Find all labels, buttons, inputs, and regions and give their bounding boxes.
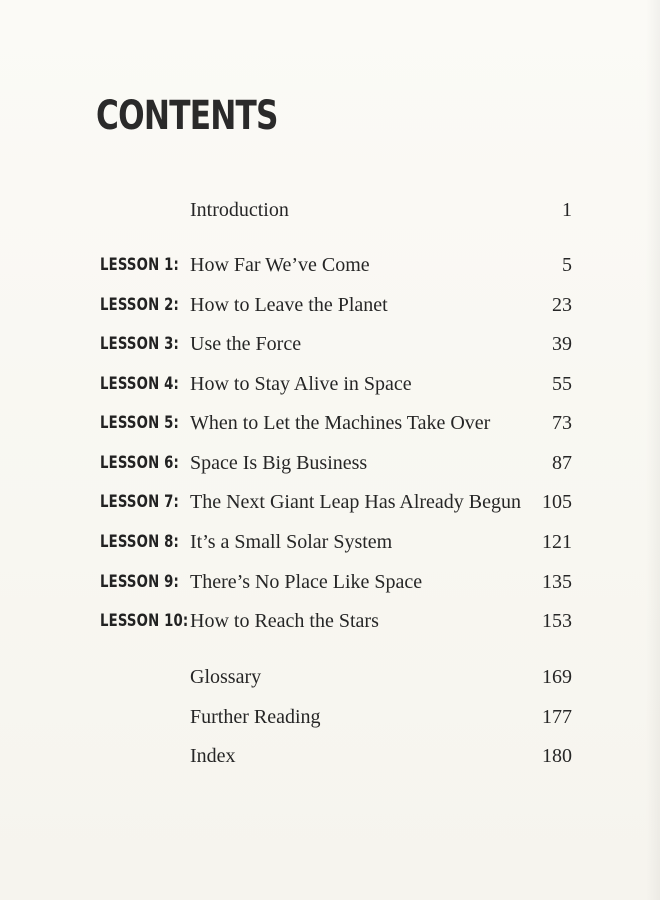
toc-entry-page: 177 — [542, 706, 572, 728]
toc-entry-index — [0, 740, 660, 770]
toc-entry-lesson-10 — [0, 605, 660, 635]
toc-entry-title: How Far We’ve Come — [190, 254, 370, 276]
toc-entry-title: How to Stay Alive in Space — [190, 373, 412, 395]
toc-entry-lesson-5 — [0, 407, 660, 437]
toc-entry-title: Space Is Big Business — [190, 452, 368, 474]
lesson-label: LESSON 4: — [100, 374, 179, 394]
toc-entry-title: When to Let the Machines Take Over — [190, 412, 491, 434]
toc-entry-introduction — [0, 194, 660, 224]
toc-entry-glossary — [0, 661, 660, 691]
toc-entry-title: Index — [190, 745, 236, 767]
toc-entry-page: 5 — [562, 254, 572, 276]
toc-entry-page: 87 — [552, 452, 572, 474]
toc-entry-page: 1 — [562, 199, 572, 221]
lesson-label: LESSON 7: — [100, 492, 179, 512]
toc-entry-lesson-8 — [0, 526, 660, 556]
toc-entry-title: It’s a Small Solar System — [190, 531, 393, 553]
toc-entry-title: There’s No Place Like Space — [190, 571, 423, 593]
toc-entry-title: Glossary — [190, 666, 262, 688]
lesson-label: LESSON 5: — [100, 413, 179, 433]
lesson-label: LESSON 10: — [100, 611, 189, 631]
toc-entry-lesson-1 — [0, 249, 660, 279]
toc-entry-lesson-6 — [0, 447, 660, 477]
toc-entry-page: 73 — [552, 412, 572, 434]
toc-entry-title: Introduction — [190, 199, 289, 221]
toc-entry-further-reading — [0, 701, 660, 731]
toc-entry-page: 105 — [542, 491, 572, 513]
toc-entry-title: How to Reach the Stars — [190, 610, 379, 632]
toc-entry-title: How to Leave the Planet — [190, 294, 388, 316]
lesson-label: LESSON 2: — [100, 295, 179, 315]
lesson-label: LESSON 8: — [100, 532, 179, 552]
toc-entry-page: 23 — [552, 294, 572, 316]
toc-entry-title: Further Reading — [190, 706, 321, 728]
lesson-label: LESSON 9: — [100, 572, 179, 592]
toc-entry-page: 121 — [542, 531, 572, 553]
toc-entry-title: The Next Giant Leap Has Already Begun — [190, 491, 522, 513]
toc-entry-lesson-3 — [0, 328, 660, 358]
toc-entry-page: 153 — [542, 610, 572, 632]
toc-entry-page: 169 — [542, 666, 572, 688]
toc-entry-page: 135 — [542, 571, 572, 593]
toc-entry-lesson-7 — [0, 486, 660, 516]
toc-entry-title: Use the Force — [190, 333, 302, 355]
lesson-label: LESSON 3: — [100, 334, 179, 354]
toc-entry-page: 55 — [552, 373, 572, 395]
toc-entry-lesson-4 — [0, 368, 660, 398]
toc-entry-lesson-9 — [0, 566, 660, 596]
toc-entry-page: 39 — [552, 333, 572, 355]
lesson-label: LESSON 6: — [100, 453, 179, 473]
contents-heading: CONTENTS — [96, 93, 278, 139]
toc-entry-lesson-2 — [0, 289, 660, 319]
lesson-label: LESSON 1: — [100, 255, 179, 275]
toc-entry-page: 180 — [542, 745, 572, 767]
